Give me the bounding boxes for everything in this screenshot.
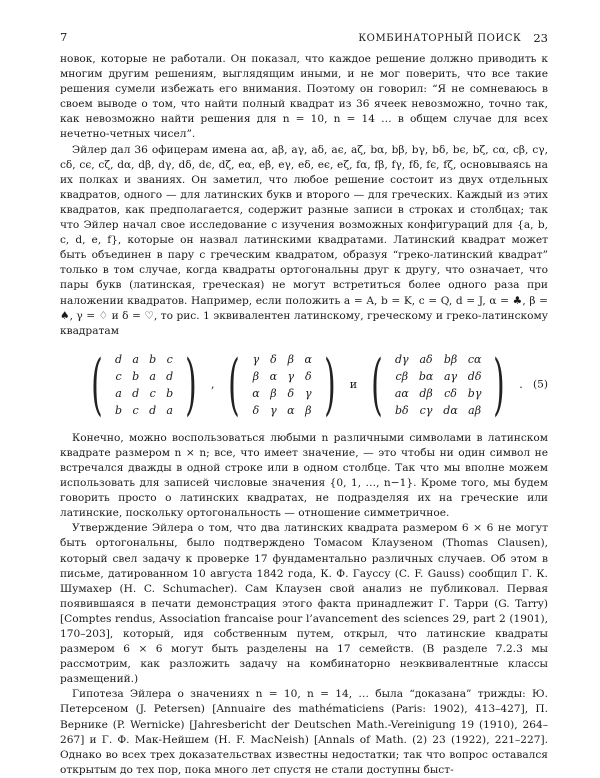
page-header [60,30,548,52]
matrix-cell: dα [443,403,458,417]
right-paren: ) [493,345,506,423]
page-number-left: 7 [60,30,68,44]
matrix-row [390,385,487,402]
left-paren: ( [91,345,103,423]
matrix-cell: dγ [395,352,409,366]
greco-latin-matrix-table [390,351,487,419]
matrix-cell: β [287,352,294,366]
matrix-cell: bγ [467,386,482,400]
matrix-row [390,368,487,385]
matrix-cell: a [166,403,173,417]
right-paren: ) [324,345,336,423]
matrix-cell: δ [287,386,295,400]
left-paren: ( [371,345,383,423]
matrix-cell: aδ [419,352,433,366]
matrix-row [247,351,317,368]
equation-and: и [349,378,358,392]
matrix-cell: γ [270,403,277,417]
greek-matrix-table [247,351,317,419]
matrix-cell: c [115,369,122,383]
matrix-cell: α [287,403,295,417]
running-head: КОМБИНАТОРНЫЙ ПОИСК [358,33,522,44]
matrix-row [390,402,487,419]
greek-matrix [221,345,342,423]
matrix-cell: d [132,386,140,400]
matrix-row [247,368,317,385]
left-paren: ( [228,345,241,423]
matrix-row [110,351,178,368]
matrix-cell: cα [467,352,482,366]
matrix-cell: b [149,352,157,366]
equation-5 [60,343,548,427]
matrix-cell: δ [304,369,312,383]
matrix-row [110,385,178,402]
matrix-cell: a [132,352,139,366]
matrix-cell: β [305,403,312,417]
book-page [60,30,548,778]
matrix-cell: α [269,369,278,383]
matrix-cell: dδ [467,369,482,383]
matrix-cell: cδ [444,386,457,400]
paragraph-3: Конечно, можно воспользоваться любыми n различными символами в латинском квадрате размером n × n; все, что имеет значение, — это чтобы ни один символ не встречался дважды в одной строке или в одном столбце. Так что мы вполне можем использовать для записей числовые значения {0, 1, …, n−1}. Кроме того, мы будем говорить просто о латинских квадратах, не подразделяя их на греческие или латинские, поскольку ортогональность — отношение симметричное. [60,431,548,520]
matrix-cell: γ [287,369,295,383]
matrix-row [390,351,487,368]
matrix-cell: c [149,386,156,400]
matrix-cell: d [166,369,174,383]
equation-period: . [519,378,523,392]
matrix-cell: d [115,352,123,366]
greco-latin-matrix [364,345,512,423]
matrix-cell: c [132,403,139,417]
matrix-cell: bα [418,369,434,383]
matrix-cell: α [304,352,312,366]
matrix-row [110,402,178,419]
matrix-cell: β [252,369,260,383]
matrix-cell: b [132,369,140,383]
matrix-cell: γ [252,352,260,366]
paragraph-1: новок, которые не работали. Он показал, что каждое решение должно приводить к многим другим решениям, выглядящим иными, и не мог поверить, что все такие решения сумели избежать его внимания. Поэтому он говорил: “Я не сомневаюсь в своем выводе о том, что найти полный квадрат из 36 ячеек невозможно, точно так, как невозможно найти решения для n = 10, n = 14 … в общем случае для всех нечетно-четных чисел”. [60,53,548,141]
matrix-cell: d [149,403,157,417]
matrix-cell: cγ [419,403,433,417]
matrix-cell: bβ [443,352,458,366]
equation-number: (5) [532,378,548,391]
matrix-cell: α [252,386,260,400]
matrix-cell: a [149,369,156,383]
matrix-cell: aα [394,386,409,400]
equation-comma: , [210,378,215,392]
matrix-cell: b [115,403,123,417]
matrix-cell: δ [252,403,260,417]
matrix-cell: dβ [419,386,433,400]
paragraph-4: Утверждение Эйлера о том, что два латинских квадрата размером 6 × 6 не могут быть ортогональны, было подтверждено Томасом Клаузеном (Thomas Clausen), который свел задачу к проверке 17 фундаментально различных случаев. Об этом в письме, датированном 10 августа 1842 года, К. Ф. Гауссу (C. F. Gauss) сообщил Г. К. Шумахер (H. C. Schumacher). Сам Клаузен свой анализ не публиковал. Первая появившаяся в печати демонстрация этого факта принадлежит Г. Тарри (G. Tarry) [Comptes rendus, Association francaise pour l’avancement des sciences 29, part 2 (1901), 170–203], который, идя собственным путем, открыл, что латинские квадраты размером 6 × 6 могут быть разделены на 17 семейств. (В разделе 7.2.3 мы рассмотрим, как разложить задачу на комбинаторно неэквивалентные классы размещений.) [60,522,548,686]
matrix-cell: δ [270,352,277,366]
paragraph-2: Эйлер дал 36 офицерам имена aα, aβ, aγ, aδ, aϵ, aζ, bα, bβ, bγ, bδ, bϵ, bζ, cα, cβ, cγ, cδ, cϵ, cζ, dα, dβ, dγ, dδ, dϵ, dζ, eα, eβ, eγ, eδ, eϵ, eζ, fα, fβ, fγ, fδ, fϵ, fζ, основываясь на их полках и званиях. Он заметил, что любое решение состоит из двух отдельных квадратов, одного — для латинских букв и второго — для греческих. Каждый из этих квадратов, как предполагается, содержит разные записи в строках и столбцах; так что Эйлер начал свое исследование с изучения возможных конфигураций для {a, b, c, d, e, f}, которые он назвал латинскими квадратами. Латинский квадрат может быть объединен в пару с греческим квадратом, образуя “греко-латинский квадрат” только в том случае, когда квадраты ортогональны друг к другу, что означает, что пары букв (латинская, греческая) не могут встретиться более одного раза при наложении квадратов. Например, если положить a = A, b = K, c = Q, d = J, α = ♣, β = ♠, γ = ♢ и δ = ♡, то рис. 1 эквивалентен латинскому, греческому и греко-латинскому квадратам [60,143,548,337]
matrix-row [247,385,317,402]
matrix-cell: a [115,386,122,400]
matrix-cell: b [166,386,174,400]
matrix-cell: γ [304,386,312,400]
page-number-right: 23 [533,31,548,45]
matrix-cell: β [270,386,277,400]
matrix-row [247,402,317,419]
latin-matrix [84,345,204,423]
matrix-cell: c [166,352,173,366]
matrix-row [110,368,178,385]
matrix-cell: cβ [395,369,409,383]
paragraph-5: Гипотеза Эйлера о значениях n = 10, n = 14, … была “доказана” трижды: Ю. Петерсеном (J. Petersen) [Annuaire des mathématiciens (Paris: 1902), 413–427], П. Вернике (P. Wernicke) [Jahresbericht der Deutschen Math.-Vereinigung 19 (1910), 264–267] и Г. Ф. Мак-Нейшем (H. F. MacNeish) [Annals of Math. (2) 23 (1922), 221–227]. Однако во всех трех доказательствах известны недостатки; так что вопрос оставался открытым до тех пор, пока много лет спустя не стали доступны быст- [60,688,548,776]
matrix-cell: aγ [443,369,458,383]
matrix-cell: bδ [394,403,409,417]
right-paren: ) [185,345,197,423]
matrix-cell: aβ [468,403,482,417]
latin-matrix-table [110,351,178,419]
